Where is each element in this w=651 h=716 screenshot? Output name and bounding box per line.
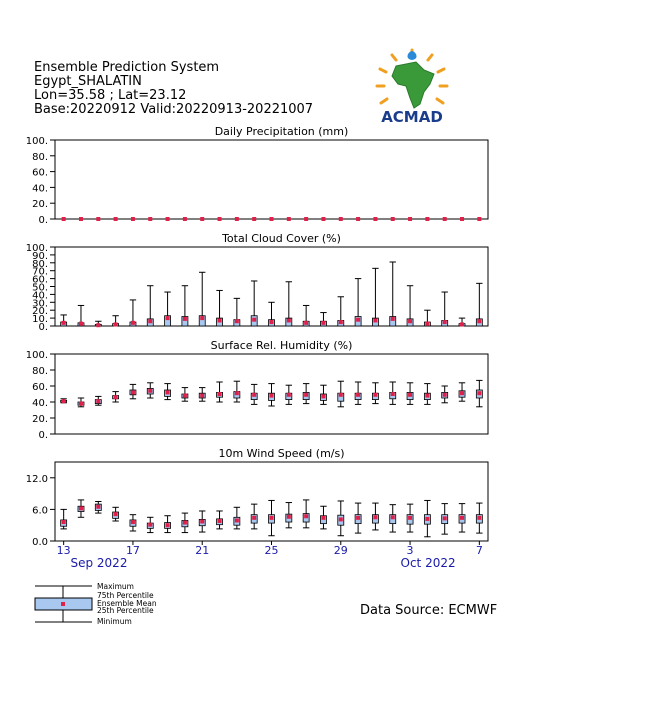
x-tick-label: 17	[125, 544, 140, 557]
y-tick-label: 0.	[38, 430, 48, 441]
mean-marker	[79, 402, 83, 406]
month-label: Sep 2022	[70, 556, 128, 570]
y-tick-label: 20.	[32, 199, 48, 211]
mean-marker	[270, 394, 274, 398]
mean-marker	[460, 322, 464, 326]
mean-marker	[131, 520, 135, 524]
mean-marker	[131, 390, 135, 394]
mean-marker	[356, 516, 360, 520]
mean-marker	[96, 217, 100, 221]
mean-marker	[477, 319, 481, 323]
mean-marker	[62, 520, 66, 524]
legend-mean-label: Ensemble Mean	[97, 599, 157, 608]
base-valid-dates: Base:20220912 Valid:20220913-20221007	[34, 102, 314, 117]
y-tick-label: 50.	[32, 282, 48, 294]
mean-marker	[287, 515, 291, 519]
y-tick-label: 10.	[32, 314, 48, 326]
mean-marker	[443, 393, 447, 397]
y-tick-label: 80.	[32, 366, 48, 377]
mean-marker	[391, 317, 395, 321]
mean-marker	[373, 318, 377, 322]
system-title: Ensemble Prediction System	[34, 60, 220, 75]
mean-marker	[391, 392, 395, 396]
mean-marker	[252, 217, 256, 221]
y-tick-label: 0.	[38, 322, 48, 333]
mean-marker	[96, 323, 100, 327]
mean-marker	[218, 519, 222, 523]
mean-marker	[114, 322, 118, 326]
panel-title: Daily Precipitation (mm)	[214, 125, 349, 138]
y-tick-label: 20.	[32, 306, 48, 318]
panel-title: 10m Wind Speed (m/s)	[218, 447, 345, 460]
y-tick-label: 80.	[32, 151, 48, 163]
mean-marker	[252, 318, 256, 322]
mean-marker	[235, 391, 239, 395]
mean-marker	[304, 217, 308, 221]
mean-marker	[304, 393, 308, 397]
y-tick-label: 100.	[25, 136, 48, 147]
legend-p75-label: 75th Percentile	[97, 591, 154, 600]
mean-marker	[148, 389, 152, 393]
mean-marker	[304, 321, 308, 325]
mean-marker	[252, 516, 256, 520]
mean-marker	[339, 320, 343, 324]
mean-marker	[408, 217, 412, 221]
mean-marker	[79, 506, 83, 510]
panel-4	[26, 447, 488, 548]
y-tick-label: 100.	[25, 350, 48, 361]
mean-marker	[477, 391, 481, 395]
mean-marker	[356, 217, 360, 221]
mean-marker	[321, 321, 325, 325]
panel-title: Total Cloud Cover (%)	[222, 232, 341, 245]
y-tick-label: 40.	[32, 398, 48, 409]
mean-marker	[200, 217, 204, 221]
mean-marker	[460, 516, 464, 520]
mean-marker	[373, 217, 377, 221]
mean-marker	[477, 516, 481, 520]
mean-marker	[200, 520, 204, 524]
y-tick-label: 100.	[25, 243, 48, 254]
mean-marker	[391, 217, 395, 221]
mean-marker	[235, 217, 239, 221]
panel-1	[26, 125, 488, 226]
y-tick-label: 0.0	[32, 537, 48, 548]
station-name: Egypt_SHALATIN	[34, 74, 142, 89]
mean-marker	[148, 523, 152, 527]
mean-marker	[148, 319, 152, 323]
mean-marker	[425, 517, 429, 521]
mean-marker	[408, 393, 412, 397]
x-tick-label: 13	[56, 544, 71, 557]
mean-marker	[79, 217, 83, 221]
mean-marker	[339, 517, 343, 521]
legend-min-label: Minimum	[97, 617, 132, 626]
mean-marker	[114, 512, 118, 516]
panel-2	[26, 232, 488, 333]
y-tick-label: 6.0	[32, 505, 48, 517]
mean-marker	[166, 217, 170, 221]
mean-marker	[356, 318, 360, 322]
mean-marker	[321, 394, 325, 398]
mean-marker	[321, 516, 325, 520]
mean-marker	[477, 217, 481, 221]
mean-marker	[270, 217, 274, 221]
y-tick-label: 80.	[32, 258, 48, 270]
x-tick-label: 3	[406, 544, 414, 557]
mean-marker	[218, 318, 222, 322]
mean-marker	[443, 516, 447, 520]
mean-marker	[218, 217, 222, 221]
mean-marker	[287, 217, 291, 221]
mean-marker	[166, 316, 170, 320]
y-tick-label: 70.	[32, 266, 48, 278]
x-tick-label: 29	[333, 544, 348, 557]
x-tick-label: 7	[475, 544, 483, 557]
mean-marker	[183, 521, 187, 525]
mean-marker	[62, 399, 66, 403]
mean-marker	[356, 393, 360, 397]
legend-mean-marker	[61, 602, 65, 606]
mean-marker	[114, 395, 118, 399]
coordinates: Lon=35.58 ; Lat=23.12	[34, 88, 187, 103]
y-tick-label: 60.	[32, 274, 48, 286]
mean-marker	[460, 391, 464, 395]
x-tick-label: 21	[195, 544, 210, 557]
y-tick-label: 0.	[38, 215, 48, 226]
mean-marker	[62, 321, 66, 325]
y-tick-label: 90.	[32, 250, 48, 262]
x-tick-label: 25	[264, 544, 279, 557]
y-tick-label: 30.	[32, 298, 48, 310]
mean-marker	[131, 217, 135, 221]
mean-marker	[96, 505, 100, 509]
mean-marker	[96, 399, 100, 403]
month-label: Oct 2022	[400, 556, 456, 570]
panel-3	[26, 339, 488, 441]
mean-marker	[373, 393, 377, 397]
mean-marker	[131, 321, 135, 325]
panel-frame	[55, 140, 488, 219]
mean-marker	[339, 217, 343, 221]
legend-max-label: Maximum	[97, 582, 134, 591]
mean-marker	[200, 316, 204, 320]
y-tick-label: 60.	[32, 167, 48, 179]
legend	[35, 582, 157, 626]
mean-marker	[270, 320, 274, 324]
y-tick-label: 40.	[32, 183, 48, 195]
mean-marker	[166, 523, 170, 527]
mean-marker	[339, 393, 343, 397]
mean-marker	[235, 319, 239, 323]
panel-title: Surface Rel. Humidity (%)	[210, 339, 353, 352]
mean-marker	[408, 319, 412, 323]
data-source: Data Source: ECMWF	[360, 603, 498, 618]
mean-marker	[304, 514, 308, 518]
mean-marker	[218, 392, 222, 396]
y-tick-label: 60.	[32, 382, 48, 393]
mean-marker	[460, 217, 464, 221]
mean-marker	[183, 394, 187, 398]
mean-marker	[148, 217, 152, 221]
mean-marker	[200, 394, 204, 398]
logo-text: ACMAD	[381, 108, 443, 126]
mean-marker	[287, 318, 291, 322]
mean-marker	[443, 320, 447, 324]
mean-marker	[287, 393, 291, 397]
mean-marker	[183, 217, 187, 221]
mean-marker	[391, 515, 395, 519]
mean-marker	[235, 518, 239, 522]
y-tick-label: 12.0	[25, 473, 48, 485]
legend-p25-label: 25th Percentile	[97, 606, 154, 615]
mean-marker	[425, 217, 429, 221]
mean-marker	[183, 317, 187, 321]
mean-marker	[252, 393, 256, 397]
y-tick-label: 20.	[32, 414, 48, 425]
mean-marker	[166, 390, 170, 394]
mean-marker	[321, 217, 325, 221]
mean-marker	[62, 217, 66, 221]
mean-marker	[425, 394, 429, 398]
mean-marker	[79, 322, 83, 326]
mean-marker	[373, 515, 377, 519]
mean-marker	[114, 217, 118, 221]
mean-marker	[408, 516, 412, 520]
mean-marker	[425, 322, 429, 326]
mean-marker	[270, 516, 274, 520]
y-tick-label: 40.	[32, 290, 48, 302]
mean-marker	[443, 217, 447, 221]
